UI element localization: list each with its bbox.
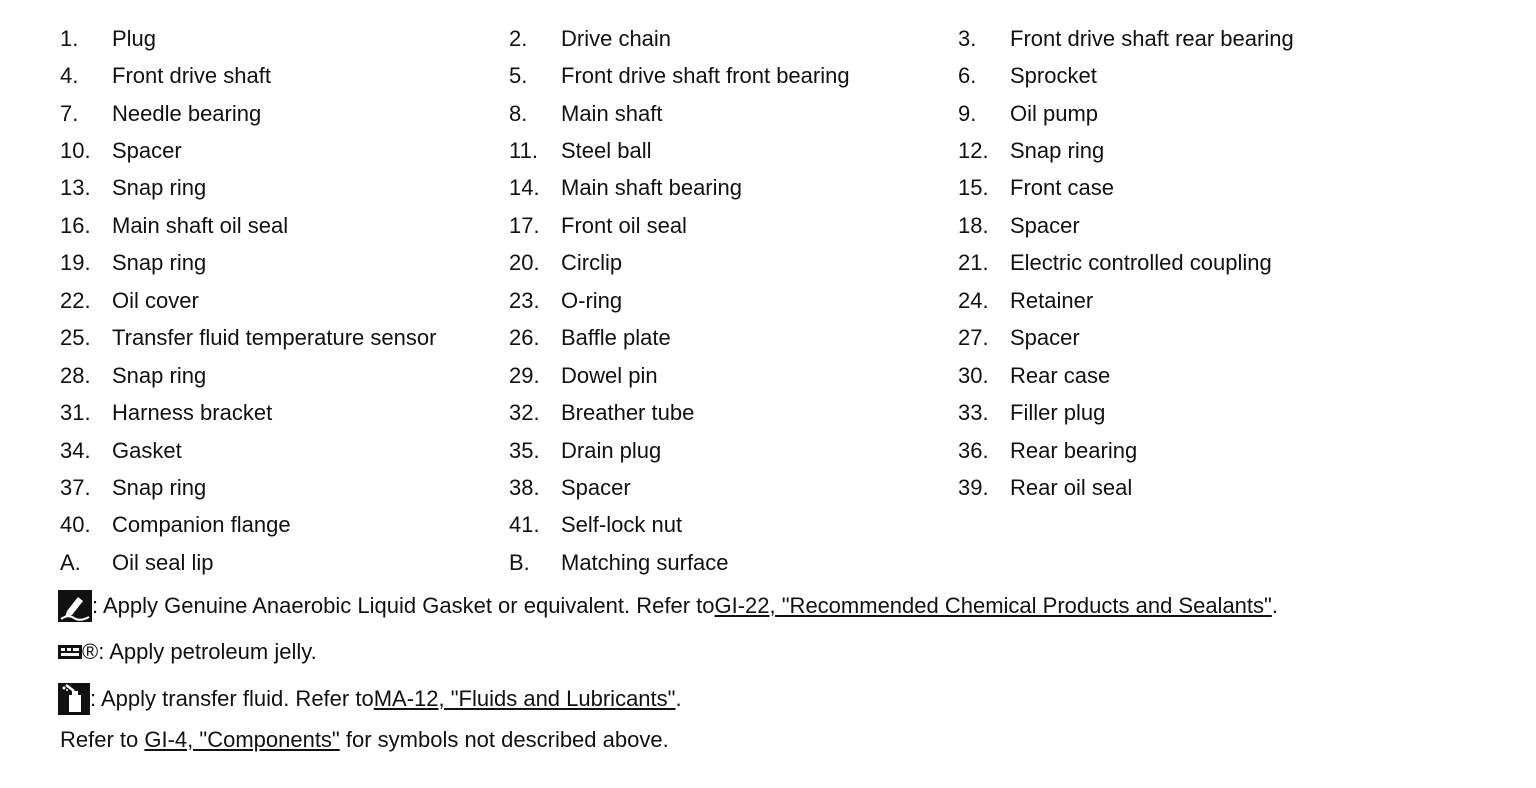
part-name: O-ring <box>561 287 623 313</box>
part-name: Sprocket <box>1010 63 1097 89</box>
part-name: Snap ring <box>112 175 207 201</box>
legend-item <box>60 432 509 469</box>
legend-item <box>60 207 509 244</box>
part-number: 30. <box>958 362 989 388</box>
symbols-note-prefix: Refer to <box>60 727 145 752</box>
part-number: 3. <box>958 25 977 51</box>
part-name: Baffle plate <box>561 325 671 351</box>
parts-legend <box>60 20 1378 582</box>
part-number: 8. <box>509 100 528 126</box>
part-number: 37. <box>60 474 91 500</box>
legend-item <box>509 432 958 469</box>
legend-item <box>958 57 1378 94</box>
part-name: Steel ball <box>561 138 652 164</box>
part-number: 14. <box>509 175 540 201</box>
part-number: 36. <box>958 437 989 463</box>
petroleum-jelly-note <box>58 641 317 663</box>
part-name: Circlip <box>561 250 623 276</box>
registered-mark: ® <box>82 639 99 664</box>
part-number: 20. <box>509 250 540 276</box>
part-number: 5. <box>509 63 528 89</box>
part-name: Transfer fluid temperature sensor <box>112 325 437 351</box>
part-number: 10. <box>60 138 91 164</box>
part-name: Retainer <box>1010 287 1094 313</box>
legend-item <box>509 207 958 244</box>
legend-item <box>60 20 509 57</box>
part-name: Gasket <box>112 437 182 463</box>
part-number: 19. <box>60 250 91 276</box>
part-name: Main shaft oil seal <box>112 212 289 238</box>
part-name: Breather tube <box>561 400 695 426</box>
part-name: Oil seal lip <box>112 549 214 575</box>
legend-item <box>958 432 1378 469</box>
gi-22-link[interactable]: GI-22, "Recommended Chemical Products and Sealants" <box>714 593 1272 618</box>
legend-item <box>60 357 509 394</box>
legend-item <box>509 544 958 581</box>
part-name: Spacer <box>1010 325 1080 351</box>
part-name: Front case <box>1010 175 1114 201</box>
part-name: Rear case <box>1010 362 1111 388</box>
part-number: 25. <box>60 325 91 351</box>
part-name: Self-lock nut <box>561 512 683 538</box>
part-name: Matching surface <box>561 549 729 575</box>
legend-item <box>60 95 509 132</box>
petroleum-jelly-icon <box>58 645 82 659</box>
part-number: 26. <box>509 325 540 351</box>
part-number: 22. <box>60 287 91 313</box>
part-name: Companion flange <box>112 512 291 538</box>
part-name: Needle bearing <box>112 100 262 126</box>
part-name: Snap ring <box>112 474 207 500</box>
part-name: Spacer <box>1010 212 1080 238</box>
petroleum-jelly-note-text: : Apply petroleum jelly. <box>98 639 317 664</box>
part-number: 35. <box>509 437 540 463</box>
part-name: Snap ring <box>112 362 207 388</box>
part-name: Dowel pin <box>561 362 658 388</box>
legend-item <box>60 132 509 169</box>
part-number: 11. <box>509 138 538 164</box>
gi-4-link[interactable]: GI-4, "Components" <box>144 727 340 752</box>
part-name: Oil pump <box>1010 100 1099 126</box>
part-name: Plug <box>112 25 157 51</box>
symbols-note <box>60 729 669 751</box>
part-name: Front oil seal <box>561 212 687 238</box>
legend-item <box>60 544 509 581</box>
part-name: Main shaft <box>561 100 663 126</box>
part-number: 17. <box>509 212 540 238</box>
legend-item <box>509 20 958 57</box>
part-number: 16. <box>60 212 91 238</box>
legend-item <box>60 469 509 506</box>
part-number: 9. <box>958 100 977 126</box>
part-name: Main shaft bearing <box>561 175 742 201</box>
part-number: 28. <box>60 362 91 388</box>
part-number: 24. <box>958 287 989 313</box>
part-name: Rear bearing <box>1010 437 1138 463</box>
oil-can-icon <box>58 683 90 715</box>
part-number: 7. <box>60 100 79 126</box>
legend-item <box>509 282 958 319</box>
part-name: Filler plug <box>1010 400 1106 426</box>
legend-item <box>958 282 1378 319</box>
legend-item <box>60 57 509 94</box>
legend-item <box>509 357 958 394</box>
part-name: Oil cover <box>112 287 199 313</box>
part-number: 13. <box>60 175 91 201</box>
part-number: 4. <box>60 63 79 89</box>
ma-12-link[interactable]: MA-12, "Fluids and Lubricants" <box>373 686 676 711</box>
legend-item <box>60 245 509 282</box>
legend-item <box>60 394 509 431</box>
part-name: Electric controlled coupling <box>1010 250 1272 276</box>
part-number: 29. <box>509 362 540 388</box>
part-number: A. <box>60 549 81 575</box>
part-number: 23. <box>509 287 540 313</box>
legend-item <box>509 507 958 544</box>
legend-item <box>958 357 1378 394</box>
part-name: Spacer <box>561 474 631 500</box>
part-name: Drain plug <box>561 437 662 463</box>
part-name: Front drive shaft rear bearing <box>1010 25 1294 51</box>
legend-item <box>958 20 1378 57</box>
legend-item <box>958 469 1378 506</box>
part-name: Spacer <box>112 138 182 164</box>
part-name: Rear oil seal <box>1010 474 1133 500</box>
legend-item <box>509 320 958 357</box>
part-number: 39. <box>958 474 989 500</box>
part-number: 2. <box>509 25 528 51</box>
liquid-gasket-note <box>58 590 1278 622</box>
legend-item <box>509 394 958 431</box>
part-number: 41. <box>509 512 540 538</box>
part-number: 40. <box>60 512 91 538</box>
part-name: Harness bracket <box>112 400 273 426</box>
part-number: 18. <box>958 212 989 238</box>
part-number: 33. <box>958 400 989 426</box>
transfer-fluid-note <box>58 683 682 715</box>
legend-item <box>958 320 1378 357</box>
legend-item <box>958 132 1378 169</box>
legend-item <box>958 245 1378 282</box>
legend-item <box>958 507 1378 544</box>
part-name: Front drive shaft <box>112 63 271 89</box>
part-number: B. <box>509 549 530 575</box>
legend-item <box>509 132 958 169</box>
transfer-fluid-note-text: : Apply transfer fluid. Refer to <box>90 686 374 711</box>
part-number: 6. <box>958 63 977 89</box>
part-number: 1. <box>60 25 79 51</box>
legend-item <box>60 507 509 544</box>
legend-item <box>509 170 958 207</box>
legend-item <box>958 394 1378 431</box>
legend-item <box>509 95 958 132</box>
legend-item <box>509 469 958 506</box>
legend-item <box>60 170 509 207</box>
legend-item <box>60 320 509 357</box>
part-name: Snap ring <box>1010 138 1105 164</box>
part-number: 34. <box>60 437 91 463</box>
part-number: 31. <box>60 400 91 426</box>
part-number: 21. <box>958 250 989 276</box>
part-number: 15. <box>958 175 989 201</box>
part-number: 32. <box>509 400 540 426</box>
part-number: 27. <box>958 325 989 351</box>
liquid-gasket-note-period: . <box>1271 593 1278 618</box>
legend-item <box>509 57 958 94</box>
legend-item <box>958 207 1378 244</box>
part-number: 12. <box>958 138 989 164</box>
symbols-note-suffix: for symbols not described above. <box>339 727 669 752</box>
part-name: Snap ring <box>112 250 207 276</box>
part-name: Front drive shaft front bearing <box>561 63 850 89</box>
legend-item <box>958 170 1378 207</box>
legend-item <box>60 282 509 319</box>
transfer-fluid-note-period: . <box>675 686 682 711</box>
liquid-gasket-note-text: : Apply Genuine Anaerobic Liquid Gasket or equivalent. Refer to <box>92 593 715 618</box>
part-name: Drive chain <box>561 25 672 51</box>
part-number: 38. <box>509 474 540 500</box>
liquid-gasket-icon <box>58 590 92 622</box>
legend-item <box>958 95 1378 132</box>
legend-item <box>509 245 958 282</box>
